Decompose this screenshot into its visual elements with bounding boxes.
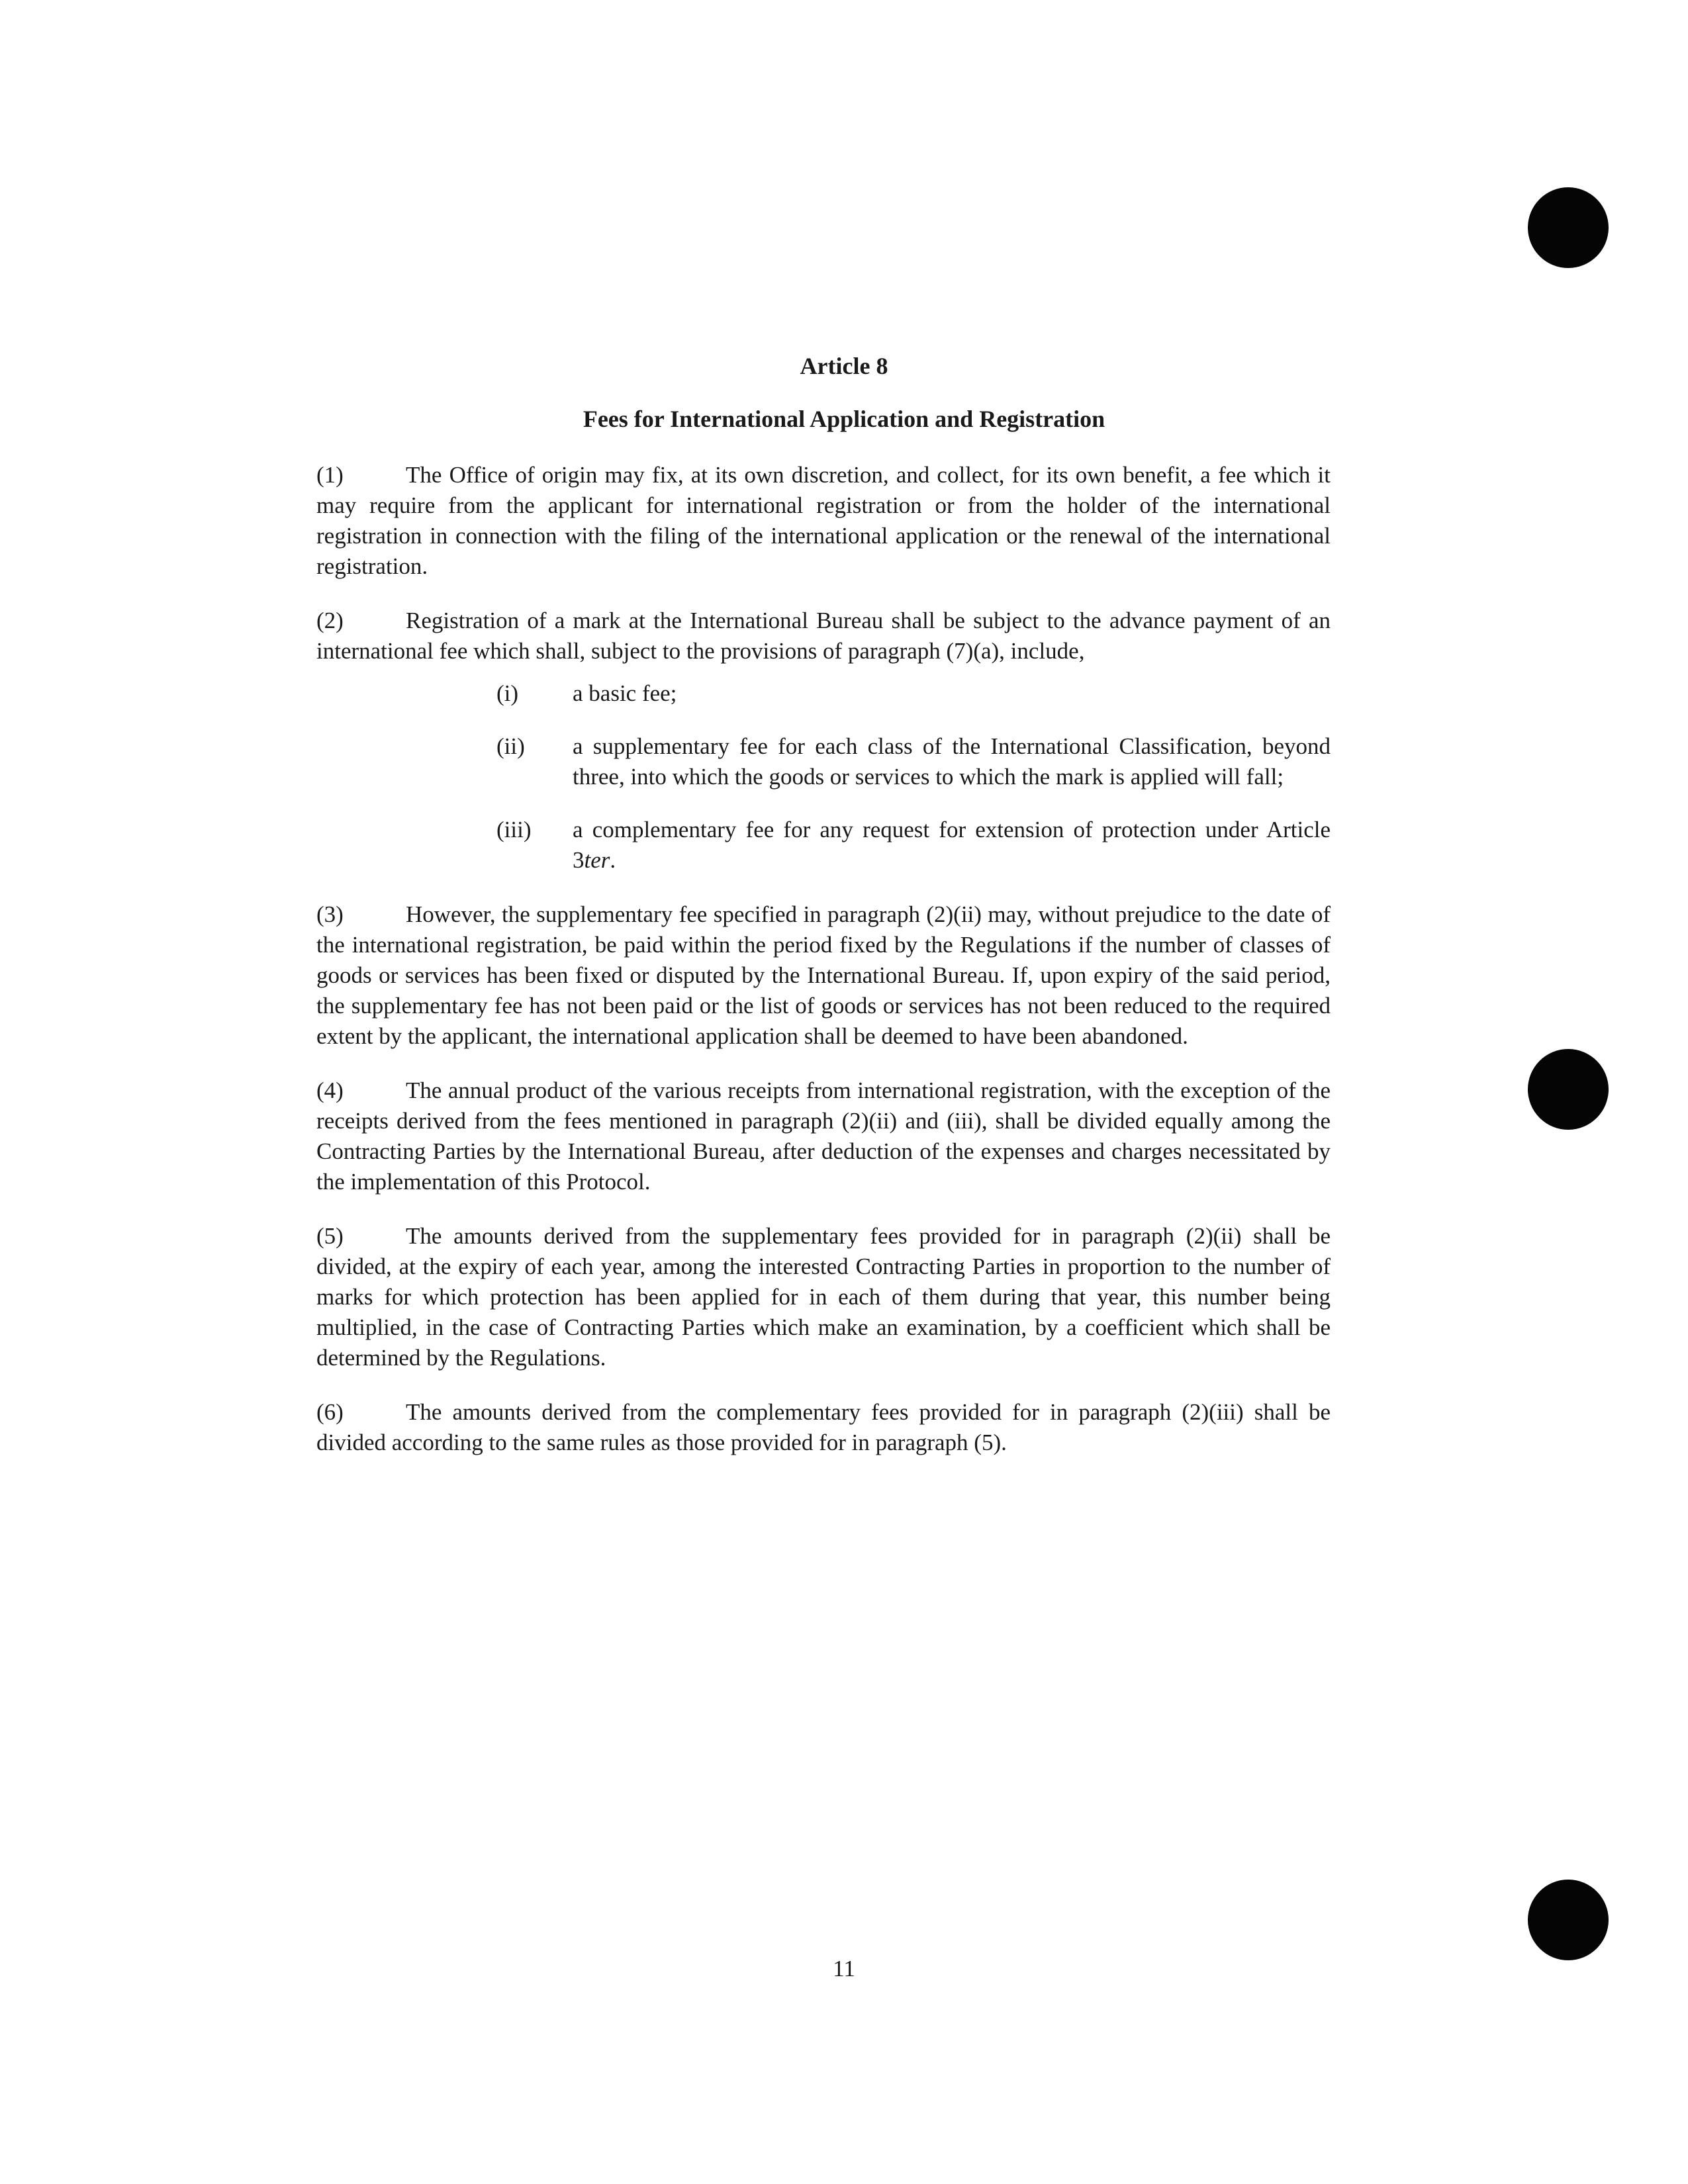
paragraph-number: (6) [316,1399,344,1425]
paragraph-2 [316,606,1331,666]
paragraph-5 [316,1221,1331,1373]
paragraph-text: Registration of a mark at the International Bureau shall be subject to the advance payment of an international fee which shall, subject to the provisions of paragraph (7)(a), include, [316,608,1331,664]
item-text: a supplementary fee for each class of the International Classification, beyond three, into which the goods or services to which the mark is applied will fall; [573,733,1331,790]
punch-hole-middle [1528,1049,1609,1130]
paragraph-6 [316,1397,1331,1458]
item-text: a basic fee; [573,680,677,706]
paragraph-4 [316,1075,1331,1197]
article-body [316,460,1331,1482]
list-item [316,815,1331,876]
item-text: a complementary fee for any request for extension of protection under Article 3ter. [573,817,1331,873]
punch-hole-bottom [1528,1880,1609,1960]
paragraph-number: (2) [316,608,344,633]
paragraph-number: (5) [316,1223,344,1249]
paragraph-text: The amounts derived from the supplementary fees provided for in paragraph (2)(ii) shall be divided, at the expiry of each year, among the interested Contracting Parties in proportion to the number of marks for which protection has been applied for in each of them during that year, this number being multiplied, in the case of Contracting Parties which make an examination, by a coefficient which shall be determined by the Regulations. [316,1223,1331,1371]
item-number: (ii) [496,733,525,759]
paragraph-text: The annual product of the various receipts from international registration, with the exception of the receipts derived from the fees mentioned in paragraph (2)(ii) and (iii), shall be divided equally among the Contracting Parties by the International Bureau, after deduction of the expenses and charges necessitated by the implementation of this Protocol. [316,1077,1331,1195]
item-number: (iii) [496,817,532,842]
list-item [316,678,1331,709]
paragraph-1 [316,460,1331,582]
paragraph-text: The Office of origin may fix, at its own discretion, and collect, for its own benefit, a fee which it may require from the applicant for international registration or from the holder of the international registration in connection with the filing of the international application or the renewal of the international registration. [316,462,1331,579]
paragraph-number: (1) [316,462,344,488]
paragraph-3 [316,899,1331,1052]
fee-items-list [316,678,1331,876]
paragraph-number: (3) [316,901,344,927]
paragraph-text: However, the supplementary fee specified in paragraph (2)(ii) may, without prejudice to the date of the international registration, be paid within the period fixed by the Regulations if the number of classes of goods or services has been fixed or disputed by the International Bureau. If, upon expiry of the said period, the supplementary fee has not been paid or the list of goods or services has not been reduced to the required extent by the applicant, the international application shall be deemed to have been abandoned. [316,901,1331,1049]
paragraph-text: The amounts derived from the complementary fees provided for in paragraph (2)(iii) shall be divided according to the same rules as those provided for in paragraph (5). [316,1399,1331,1455]
page-number: 11 [833,1956,855,1981]
list-item [316,731,1331,792]
punch-hole-top [1528,187,1609,268]
paragraph-number: (4) [316,1077,344,1103]
article-title: Article 8 [800,353,888,379]
item-number: (i) [496,680,519,706]
article-subtitle: Fees for International Application and Registration [583,406,1105,432]
